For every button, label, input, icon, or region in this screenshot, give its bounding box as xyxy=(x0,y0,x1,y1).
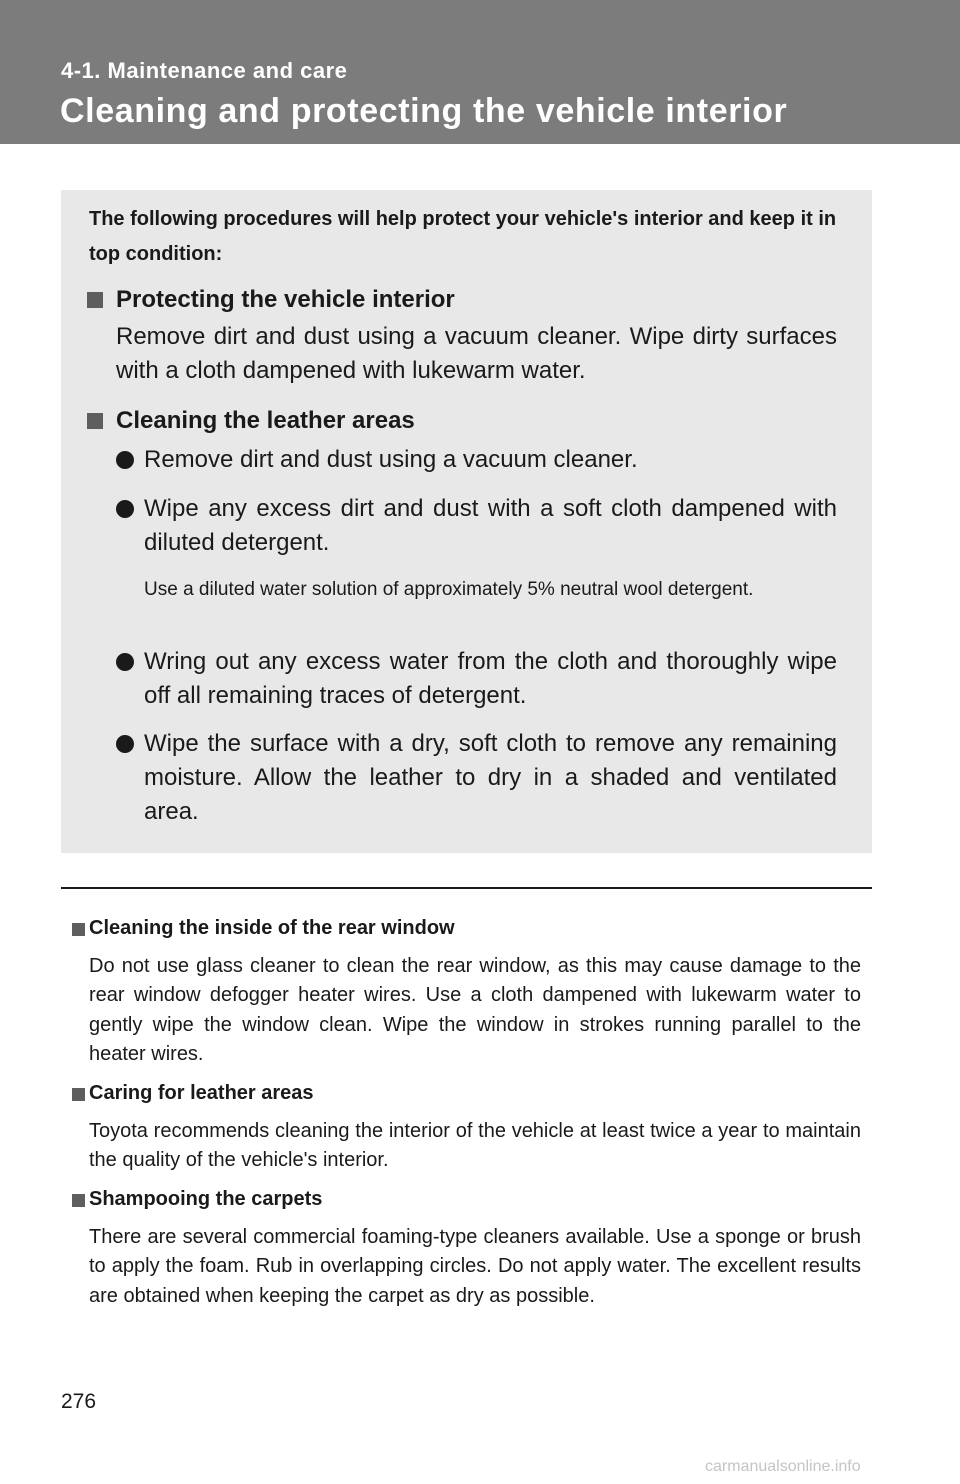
square-bullet-icon xyxy=(72,1088,85,1101)
note-text: Do not use glass cleaner to clean the rear window, as this may cause damage to the rear window defogger heater wires. Use a cloth dampened with lukewarm water to gently wipe the window clean. Wipe the window in strokes running parallel to the heater wires. xyxy=(89,955,861,1065)
page-header xyxy=(0,0,960,144)
square-bullet-icon xyxy=(87,413,103,429)
note-text: Toyota recommends cleaning the interior of the vehicle at least twice a year to maintain the quality of the vehicle's interior. xyxy=(89,1120,861,1172)
leather-step: Remove dirt and dust using a vacuum cleaner. xyxy=(144,446,638,473)
note-heading: Caring for leather areas xyxy=(89,1082,314,1104)
note-heading: Cleaning the inside of the rear window xyxy=(89,917,455,939)
info-box xyxy=(61,190,872,853)
round-bullet-icon xyxy=(116,500,134,518)
leather-step: Wipe the surface with a dry, soft cloth to remove any remaining moisture. Allow the leather to dry in a shaded and ventilated area. xyxy=(144,730,837,825)
note-text: There are several commercial foaming-type cleaners available. Use a sponge or brush to apply the foam. Rub in overlapping circles. Do not apply water. The excellent results are obtained when keeping the carpet as dry as possible. xyxy=(89,1226,861,1307)
info-box-intro: The following procedures will help protect your vehicle's interior and keep it in top condition: xyxy=(89,208,837,265)
section-label: 4-1. Maintenance and care xyxy=(61,58,348,83)
square-bullet-icon xyxy=(87,292,103,308)
square-bullet-icon xyxy=(72,923,85,936)
protecting-text: Remove dirt and dust using a vacuum cleaner. Wipe dirty surfaces with a cloth dampened with lukewarm water. xyxy=(116,323,837,384)
detergent-note: Use a diluted water solution of approximately 5% neutral wool detergent. xyxy=(144,579,754,600)
page-title: Cleaning and protecting the vehicle interior xyxy=(60,92,788,130)
leather-heading: Cleaning the leather areas xyxy=(116,407,415,434)
leather-step: Wipe any excess dirt and dust with a soft cloth dampened with diluted detergent. xyxy=(144,495,837,556)
protecting-heading: Protecting the vehicle interior xyxy=(116,286,455,313)
round-bullet-icon xyxy=(116,735,134,753)
leather-step: Wring out any excess water from the cloth and thoroughly wipe off all remaining traces of detergent. xyxy=(144,648,837,709)
page-number: 276 xyxy=(61,1390,97,1413)
square-bullet-icon xyxy=(72,1194,85,1207)
watermark: carmanualsonline.info xyxy=(705,1458,861,1475)
round-bullet-icon xyxy=(116,653,134,671)
section-divider xyxy=(61,887,872,889)
round-bullet-icon xyxy=(116,451,134,469)
note-heading: Shampooing the carpets xyxy=(89,1188,323,1210)
